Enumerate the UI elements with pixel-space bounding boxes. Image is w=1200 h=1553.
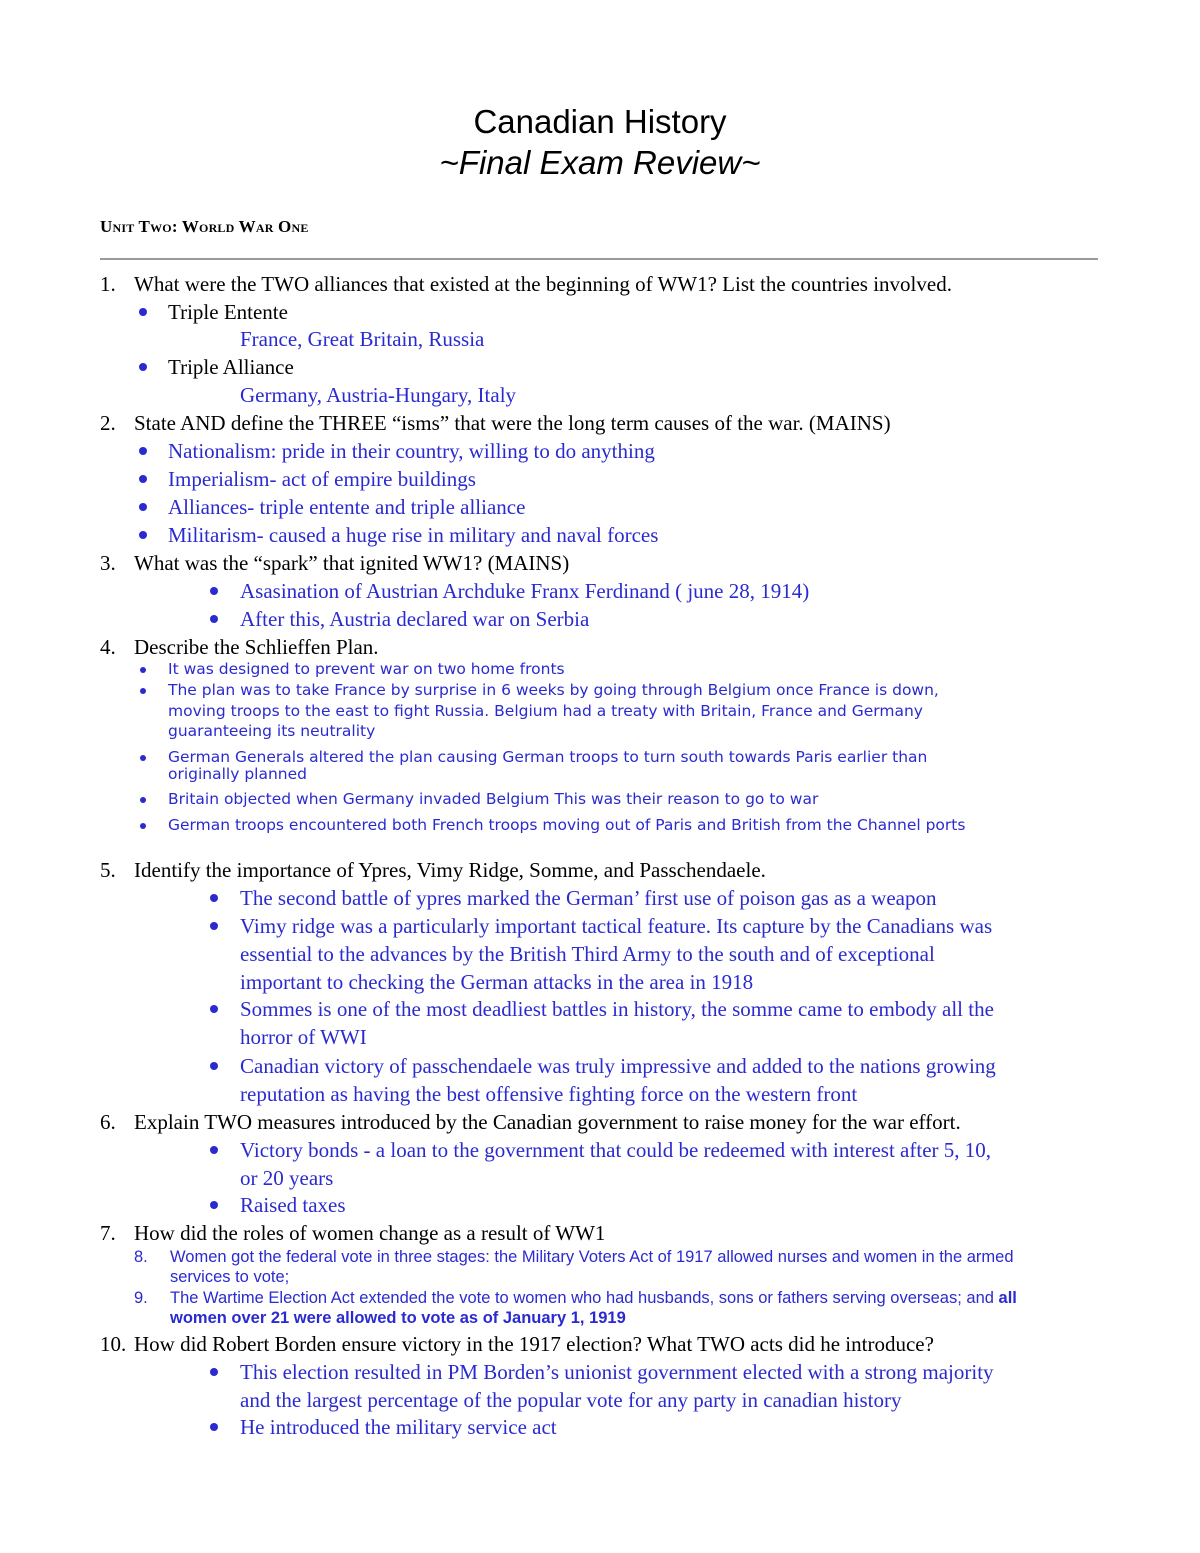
answer-line: and the largest percentage of the popular vote for any party in canadian history: [240, 1388, 902, 1412]
answer-number: 8.: [134, 1248, 148, 1266]
answer-item: After this, Austria declared war on Serbia: [240, 607, 590, 631]
answer-line: horror of WWI: [240, 1025, 367, 1049]
answer-item: Raised taxes: [240, 1193, 346, 1217]
question-6: Explain TWO measures introduced by the Canadian government to raise money for the war effort.: [134, 1110, 961, 1134]
answer-line: or 20 years: [240, 1166, 334, 1190]
question-2: State AND define the THREE “isms” that were the long term causes of the war. (MAINS): [134, 411, 891, 435]
bullet-icon: [139, 475, 147, 483]
answer-line: originally planned: [168, 765, 308, 783]
unit-heading: Unit Two: World War One: [100, 217, 309, 236]
answer-line: Victory bonds - a loan to the government that could be redeemed with interest after 5, 10,: [240, 1138, 992, 1162]
bullet-icon: [139, 447, 147, 455]
bullet-icon: [210, 1423, 218, 1431]
question-number: 4.: [100, 635, 116, 659]
answer-line: German Generals altered the plan causing German troops to turn south towards Paris earlier than: [168, 748, 928, 766]
answer-line: Sommes is one of the most deadliest battles in history, the somme came to embody all the: [240, 997, 994, 1021]
answer-item: Nationalism: pride in their country, willing to do anything: [168, 439, 655, 463]
question-number: 3.: [100, 551, 116, 575]
question-number: 10.: [100, 1332, 127, 1356]
page-subtitle: ~Final Exam Review~: [439, 144, 761, 181]
question-number: 6.: [100, 1110, 116, 1134]
bullet-icon: [210, 922, 218, 930]
answer-item: It was designed to prevent war on two home fronts: [168, 660, 565, 678]
answer-line: moving troops to the east to fight Russia. Belgium had a treaty with Britain, France and Germany: [168, 702, 923, 720]
page-title: Canadian History: [473, 103, 727, 140]
question-number: 2.: [100, 411, 116, 435]
bullet-icon: [210, 1368, 218, 1376]
bullet-icon: [210, 1005, 218, 1013]
answer-line: essential to the advances by the British Third Army to the south and of exceptional: [240, 942, 935, 966]
question-number: 5.: [100, 858, 116, 882]
answer-item: Alliances- triple entente and triple alliance: [168, 495, 526, 519]
answer-item: Asasination of Austrian Archduke Franx Ferdinand ( june 28, 1914): [240, 579, 810, 603]
answer-line: The plan was to take France by surprise in 6 weeks by going through Belgium once France is down,: [168, 681, 939, 699]
bullet-icon: [139, 308, 147, 316]
answer-line: Women got the federal vote in three stages: the Military Voters Act of 1917 allowed nurses and women in the armed: [170, 1248, 1014, 1266]
bullet-icon: [210, 587, 218, 595]
answer-line: important to checking the German attacks in the area in 1918: [240, 970, 754, 994]
answer-item: Imperialism- act of empire buildings: [168, 467, 476, 491]
bullet-icon: [140, 755, 146, 761]
answer-text: The Wartime Election Act extended the vote to women who had husbands, sons or fathers serving overseas; and: [170, 1289, 999, 1307]
answer-label: Triple Entente: [168, 300, 288, 324]
answer-emphasis-line: women over 21 were allowed to vote as of January 1, 1919: [170, 1309, 626, 1327]
answer-line: Vimy ridge was a particularly important tactical feature. Its capture by the Canadians was: [240, 914, 993, 938]
answer-detail: France, Great Britain, Russia: [240, 327, 485, 351]
answer-label: Triple Alliance: [168, 355, 294, 379]
question-5: Identify the importance of Ypres, Vimy Ridge, Somme, and Passchendaele.: [134, 858, 766, 882]
answer-item: The second battle of ypres marked the German’ first use of poison gas as a weapon: [240, 886, 937, 910]
answer-item: Militarism- caused a huge rise in military and naval forces: [168, 523, 659, 547]
answer-emphasis: all: [998, 1289, 1017, 1307]
horizontal-divider: [100, 258, 1098, 260]
answer-item: Britain objected when Germany invaded Belgium This was their reason to go to war: [168, 790, 819, 808]
question-7: How did the roles of women change as a result of WW1: [134, 1221, 606, 1245]
bullet-icon: [210, 1201, 218, 1209]
question-3: What was the “spark” that ignited WW1? (MAINS): [134, 551, 570, 575]
question-4: Describe the Schlieffen Plan.: [134, 635, 379, 659]
bullet-icon: [140, 797, 146, 803]
question-10: How did Robert Borden ensure victory in the 1917 election? What TWO acts did he introduce?: [134, 1332, 934, 1356]
bullet-icon: [139, 503, 147, 511]
answer-line: [170, 1288, 1017, 1308]
answer-detail: Germany, Austria-Hungary, Italy: [240, 383, 517, 407]
answer-item: German troops encountered both French troops moving out of Paris and British from the Channel ports: [168, 816, 966, 834]
bullet-icon: [140, 688, 146, 694]
answer-line: guaranteeing its neutrality: [168, 722, 376, 740]
answer-line: This election resulted in PM Borden’s unionist government elected with a strong majority: [240, 1360, 994, 1384]
answer-item: He introduced the military service act: [240, 1415, 557, 1439]
bullet-icon: [210, 894, 218, 902]
bullet-icon: [139, 531, 147, 539]
bullet-icon: [210, 1146, 218, 1154]
bullet-icon: [210, 615, 218, 623]
answer-line: services to vote;: [170, 1268, 290, 1286]
question-1: What were the TWO alliances that existed at the beginning of WW1? List the countries involved.: [134, 272, 952, 296]
bullet-icon: [140, 823, 146, 829]
question-number: 1.: [100, 272, 116, 296]
bullet-icon: [140, 667, 146, 673]
answer-line: reputation as having the best offensive fighting force on the western front: [240, 1082, 858, 1106]
answer-number: 9.: [134, 1289, 148, 1307]
answer-line: Canadian victory of passchendaele was truly impressive and added to the nations growing: [240, 1054, 996, 1078]
bullet-icon: [210, 1062, 218, 1070]
question-number: 7.: [100, 1221, 116, 1245]
bullet-icon: [139, 363, 147, 371]
